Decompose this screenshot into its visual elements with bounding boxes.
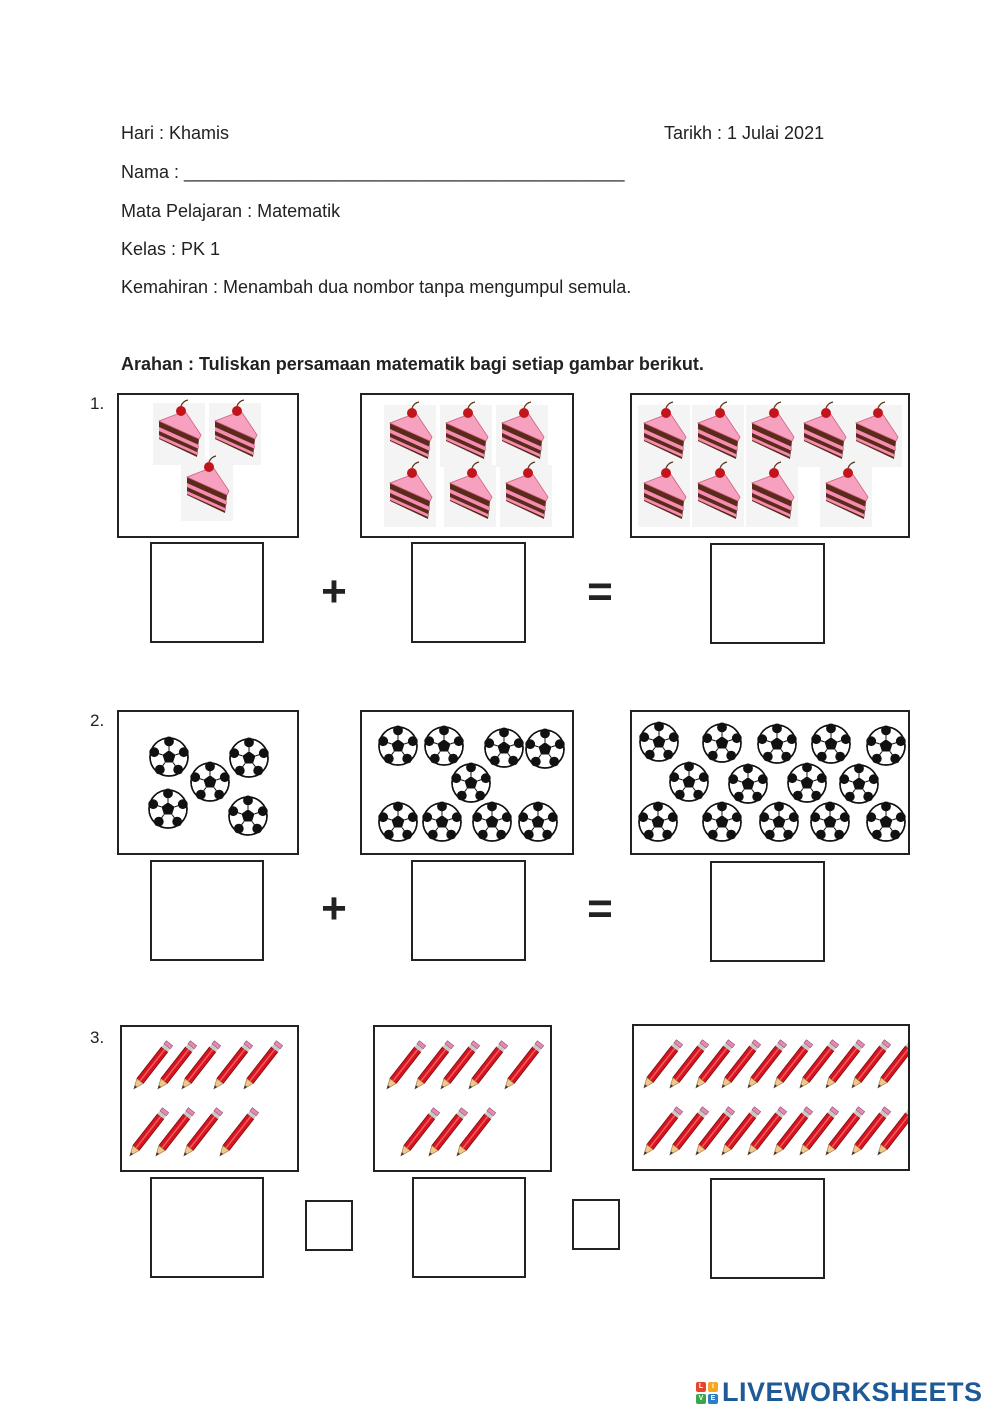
cake-icon [181,456,233,521]
soccer-ball-icon [669,762,708,802]
soccer-ball-icon [472,802,511,842]
q3-picture-3 [632,1024,910,1171]
q2-picture-3-items [632,712,910,855]
subject-label: Mata Pelajaran : Matematik [121,201,341,221]
q1-picture-3-items [632,395,910,538]
cake-icon [153,400,205,465]
soccer-ball-icon [810,802,849,842]
q3-operator-box[interactable] [305,1200,353,1251]
cake-icon [209,400,261,465]
skill-label: Kemahiran : Menambah dua nombor tanpa mengumpul semula. [121,277,632,297]
question-3-number: 3. [90,1028,105,1047]
q1-picture-2 [360,393,574,538]
cake-icon [444,462,496,527]
instruction: Arahan : Tuliskan persamaan matematik bagi setiap gambar berikut. [121,354,704,374]
soccer-ball-icon [378,726,417,766]
q3-answer-box-3[interactable] [710,1178,825,1279]
liveworksheets-logo-icon: L i V E [696,1382,718,1404]
q1-picture-3 [630,393,910,538]
soccer-ball-icon [525,729,564,769]
q3-picture-3-items [634,1026,910,1171]
date-label: Tarikh : 1 Julai 2021 [664,123,825,143]
pencil-icon [502,1041,544,1092]
cake-icon [692,402,744,467]
soccer-ball-icon [229,738,268,778]
soccer-ball-icon [728,764,767,804]
q1-picture-2-items [362,395,574,538]
q3-picture-1 [120,1025,299,1172]
soccer-ball-icon [811,724,850,764]
soccer-ball-icon [757,724,796,764]
soccer-ball-icon [518,802,557,842]
class-label: Kelas : PK 1 [121,239,221,259]
q2-picture-2 [360,710,574,855]
soccer-ball-icon [639,722,678,762]
cake-icon [638,462,690,527]
soccer-ball-icon [149,737,188,777]
q3-picture-1-items [122,1027,299,1172]
soccer-ball-icon [702,802,741,842]
q1-picture-1-items [119,395,299,538]
name-field: Nama : ____________________________________________ [121,162,625,182]
cake-icon [746,402,798,467]
q1-picture-1 [117,393,299,538]
soccer-ball-icon [148,789,187,829]
soccer-ball-icon [190,762,229,802]
cake-icon [496,402,548,467]
q1-answer-box-3[interactable] [710,543,825,644]
q3-answer-box-2[interactable] [412,1177,526,1278]
q2-picture-1-items [119,712,299,855]
cake-icon [440,402,492,467]
q2-picture-2-items [362,712,574,855]
q3-answer-box-1[interactable] [150,1177,264,1278]
soccer-ball-icon [839,764,878,804]
pencil-icon [217,1108,259,1159]
soccer-ball-icon [424,726,463,766]
cake-icon [384,462,436,527]
q2-answer-box-1[interactable] [150,860,264,961]
q3-equals-box[interactable] [572,1199,620,1250]
liveworksheets-logo [696,1377,983,1408]
cake-icon [384,402,436,467]
q2-plus-sign: + [321,884,347,933]
q2-picture-3 [630,710,910,855]
q1-equals-sign: = [587,567,613,616]
soccer-ball-icon [866,802,905,842]
brand-name: LIVEWORKSHEETS [722,1377,983,1407]
question-2-number: 2. [90,711,105,730]
soccer-ball-icon [866,726,905,766]
cake-icon [500,462,552,527]
q1-plus-sign: + [321,567,347,616]
cake-icon [692,462,744,527]
q2-answer-box-2[interactable] [411,860,526,961]
soccer-ball-icon [451,763,490,803]
cake-icon [820,462,872,527]
soccer-ball-icon [422,802,461,842]
cake-icon [746,462,798,527]
q3-picture-2 [373,1025,552,1172]
question-1-number: 1. [90,394,105,413]
soccer-ball-icon [484,728,523,768]
soccer-ball-icon [759,802,798,842]
soccer-ball-icon [702,723,741,763]
q2-equals-sign: = [587,884,613,933]
soccer-ball-icon [638,802,677,842]
soccer-ball-icon [787,763,826,803]
cake-icon [798,402,850,467]
day-label: Hari : Khamis [121,123,230,143]
q3-picture-2-items [375,1027,552,1172]
soccer-ball-icon [378,802,417,842]
q1-answer-box-2[interactable] [411,542,526,643]
cake-icon [638,402,690,467]
cake-icon [850,402,902,467]
q2-picture-1 [117,710,299,855]
q1-answer-box-1[interactable] [150,542,264,643]
soccer-ball-icon [228,796,267,836]
q2-answer-box-3[interactable] [710,861,825,962]
